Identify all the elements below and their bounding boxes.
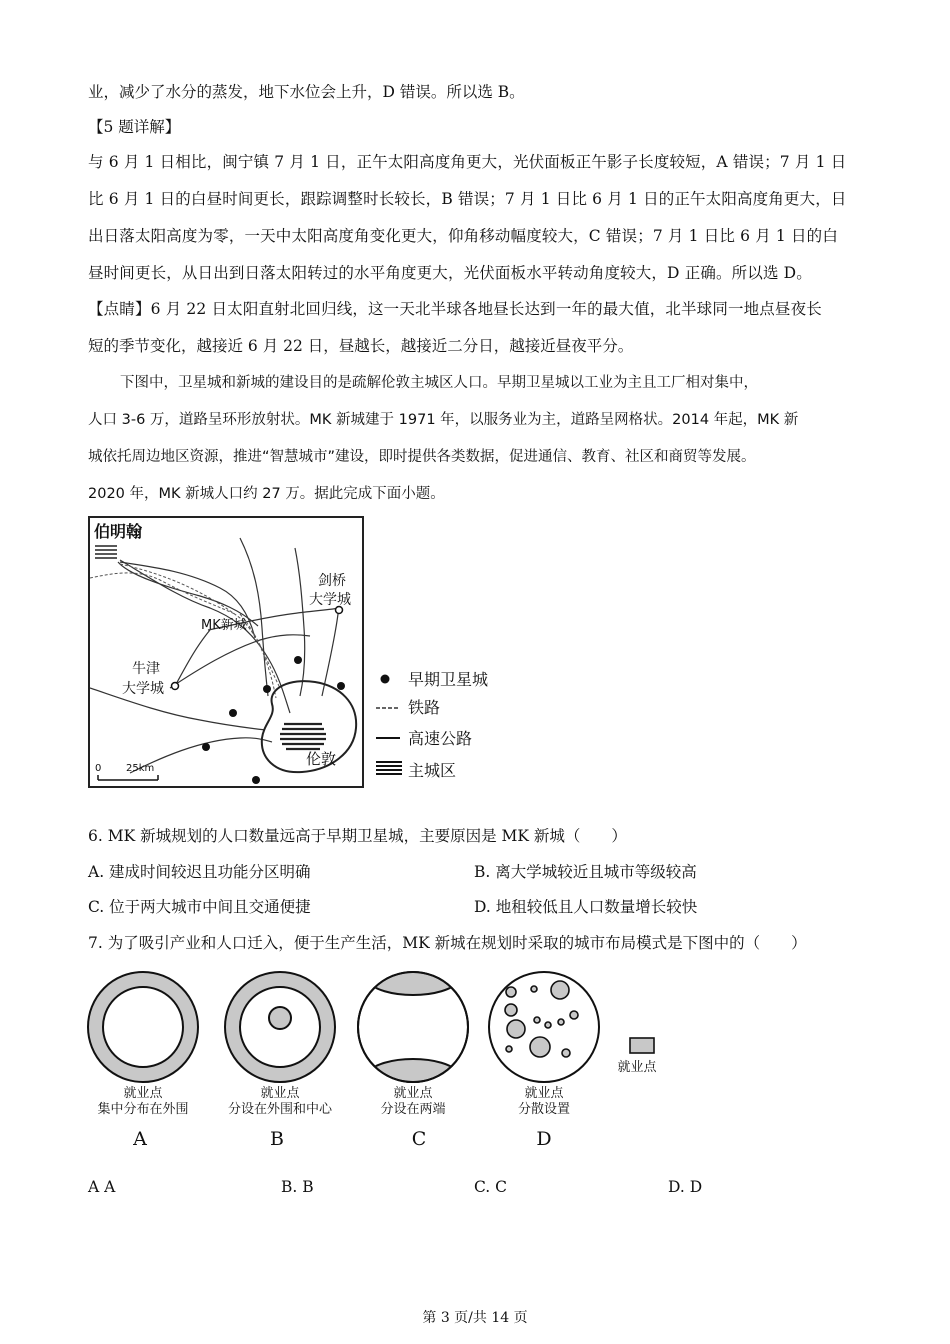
diagram-legend-label: 就业点 — [617, 1060, 657, 1075]
paragraph-line: 昼时间更长，从日出到日落太阳转过的水平角度更大，光伏面板水平转动角度较大，D 正确。所以选 D。 — [88, 264, 812, 282]
scale-label-0: 0 — [95, 763, 102, 774]
london-map — [88, 516, 364, 788]
q6-stem: 6. MK 新城规划的人口数量远高于早期卫星城，主要原因是 MK 新城（ ） — [88, 827, 627, 845]
main-city-icon — [376, 762, 402, 774]
legend-highway-label: 高速公路 — [408, 729, 473, 748]
satellite-city-dot — [202, 743, 210, 751]
map-label-birmingham: 伯明翰 — [94, 522, 143, 541]
oxford-marker — [172, 683, 179, 690]
satellite-city-dot — [263, 685, 271, 693]
diagram-c-letter: C — [411, 1128, 427, 1150]
highway-m4 — [90, 688, 265, 730]
diagram-a-caption-1: 就业点 — [123, 1086, 163, 1101]
diagram-c-caption-2: 分设在两端 — [380, 1102, 446, 1117]
legend-symbols — [374, 668, 404, 778]
map-label-cambridge: 剑桥 — [318, 573, 346, 589]
layout-diagram-d — [487, 970, 601, 1088]
q7-stem: 7. 为了吸引产业和人口迁入，便于生产生活，MK 新城在规划时采取的城市布局模式是下图中的（ ） — [88, 934, 807, 952]
page-footer: 第 3 页/共 14 页 — [422, 1310, 528, 1326]
paragraph-line: 2020 年，MK 新城人口约 27 万。据此完成下面小题。 — [88, 486, 445, 502]
q7-option-c[interactable]: C. C — [474, 1178, 508, 1196]
paragraph-line: 人口 3-6 万，道路呈环形放射状。MK 新城建于 1971 年，以服务业为主，道路呈网格状。2014 年起，MK 新 — [88, 412, 799, 428]
layout-diagram-a — [86, 970, 200, 1088]
diagram-b-letter: B — [270, 1128, 284, 1150]
map-label-mk: MK新城 — [201, 618, 247, 633]
scale-bar — [98, 775, 158, 780]
paragraph-line: 短的季节变化，越接近 6 月 22 日，昼越长，越接近二分日，越接近昼夜平分。 — [88, 337, 634, 355]
diagram-a-caption-2: 集中分布在外围 — [97, 1102, 189, 1117]
paragraph-line: 下图中，卫星城和新城的建设目的是疏解伦敦主城区人口。早期卫星城以工业为主且工厂相对集中， — [120, 375, 758, 391]
legend-railway-label: 铁路 — [408, 698, 441, 717]
birmingham-main-city-icon — [95, 544, 117, 558]
diagram-c-caption-1: 就业点 — [393, 1086, 433, 1101]
legend-satellite-label: 早期卫星城 — [408, 670, 489, 689]
legend-main-city-label: 主城区 — [408, 761, 457, 780]
diagram-a-letter: A — [133, 1128, 147, 1150]
diagram-b-caption-1: 就业点 — [260, 1086, 300, 1101]
map-label-london: 伦敦 — [306, 750, 337, 768]
paragraph-line: 【点睛】6 月 22 日太阳直射北回归线，这一天北半球各地昼长达到一年的最大值，北半球同一地点昼夜长 — [88, 300, 822, 318]
diagram-d-letter: D — [536, 1128, 552, 1150]
diagram-b-caption-2: 分设在外围和中心 — [227, 1102, 332, 1117]
paragraph-line: 城依托周边地区资源，推进“智慧城市”建设，即时提供各类数据，促进通信、教育、社区和商贸等发展。 — [88, 449, 756, 465]
paragraph-line: 比 6 月 1 日的白昼时间更长，跟踪调整时长较长，B 错误；7 月 1 日比 6 月 1 日的正午太阳高度角更大，日 — [88, 190, 847, 208]
satellite-city-dot — [337, 682, 345, 690]
satellite-city-dot — [252, 776, 260, 784]
diagram-d-caption-1: 就业点 — [524, 1086, 564, 1101]
q7-option-b[interactable]: B. B — [281, 1178, 314, 1196]
paragraph-line: 与 6 月 1 日相比，闽宁镇 7 月 1 日，正午太阳高度角更大，光伏面板正午影子长度较短，A 错误；7 月 1 日 — [88, 153, 847, 171]
employment-point-icon — [629, 1037, 655, 1055]
satellite-city-dot — [229, 709, 237, 717]
q7-option-a[interactable]: A A — [88, 1178, 116, 1196]
london-main-city-icon — [280, 724, 326, 749]
layout-diagram-c — [356, 970, 470, 1088]
layout-diagram-b — [223, 970, 337, 1088]
diagram-d-caption-2: 分散设置 — [517, 1102, 570, 1117]
paragraph-line: 出日落太阳高度为零，一天中太阳高度角变化更大，仰角移动幅度较大，C 错误；7 月 1 日比 6 月 1 日的白 — [88, 227, 838, 245]
q6-option-a[interactable]: A. 建成时间较迟且功能分区明确 — [88, 863, 311, 881]
map-label-oxford-2: 大学城 — [122, 681, 164, 697]
scale-label-25: 25km — [126, 763, 155, 774]
map-label-oxford: 牛津 — [132, 661, 160, 677]
q6-option-d[interactable]: D. 地租较低且人口数量增长较快 — [474, 898, 698, 916]
satellite-city-icon — [381, 675, 390, 684]
q6-option-c[interactable]: C. 位于两大城市中间且交通便捷 — [88, 898, 311, 916]
satellite-city-dot — [294, 656, 302, 664]
q6-option-b[interactable]: B. 离大学城较近且城市等级较高 — [474, 863, 697, 881]
map-label-cambridge-2: 大学城 — [309, 592, 351, 608]
section-title: 【5 题详解】 — [88, 118, 181, 136]
paragraph-line: 业，减少了水分的蒸发，地下水位会上升，D 错误。所以选 B。 — [88, 83, 525, 101]
q7-option-d[interactable]: D. D — [668, 1178, 703, 1196]
